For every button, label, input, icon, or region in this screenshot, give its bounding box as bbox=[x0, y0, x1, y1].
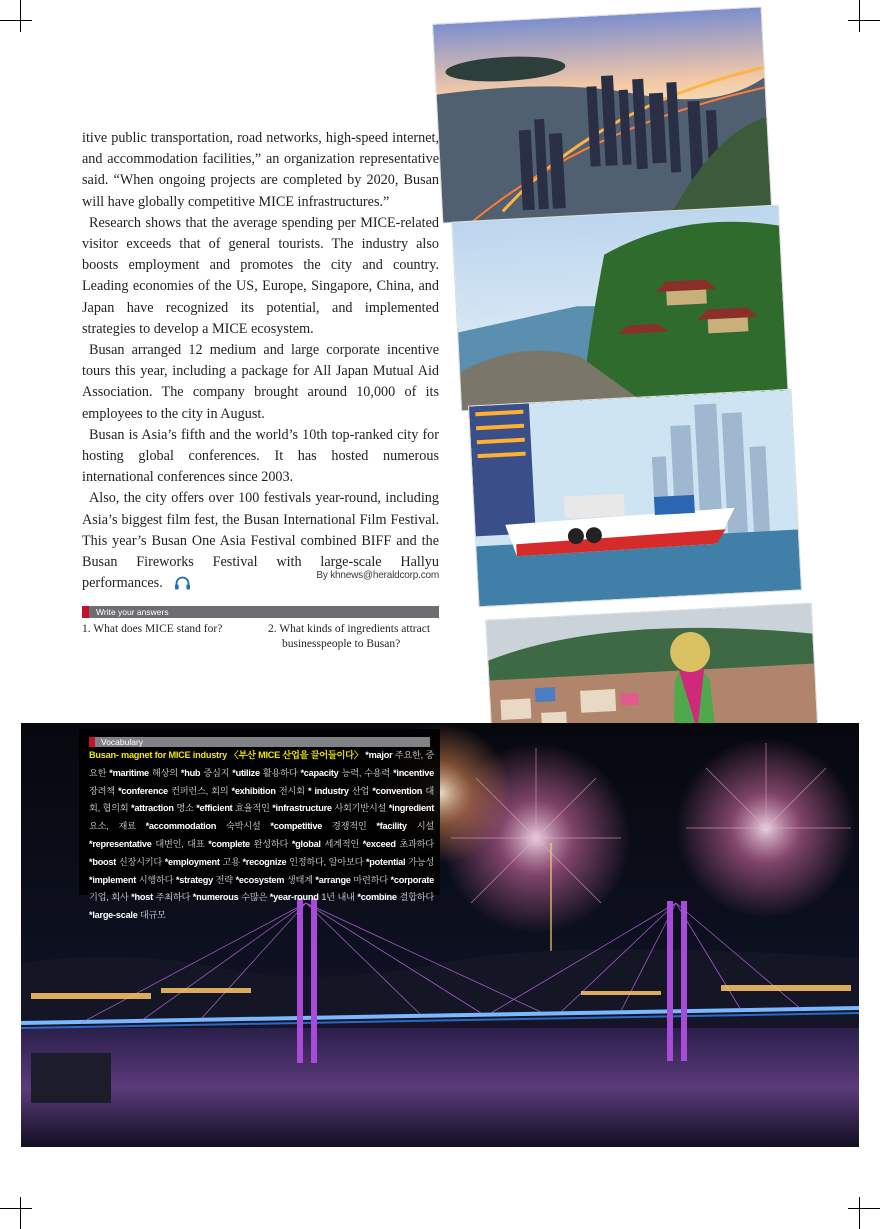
vocab-word: *potential bbox=[365, 856, 406, 867]
article-paragraph: Busan arranged 12 medium and large corporate incentive tours this year, including a package for All Japan Mutual Aid Association. The company brought around 10,000 of its employees to the city in August. bbox=[82, 342, 439, 422]
vocab-meaning: 생태계 bbox=[286, 874, 313, 885]
vocabulary-box bbox=[79, 729, 440, 921]
vocab-word: *complete bbox=[208, 838, 250, 849]
vocab-meaning: 시행하다 bbox=[138, 874, 174, 885]
vocab-word: *numerous bbox=[192, 892, 239, 903]
vocab-word: *efficient bbox=[196, 803, 233, 814]
accent-tick bbox=[82, 606, 89, 618]
vocab-word: *combine bbox=[357, 892, 397, 903]
crop-mark bbox=[20, 0, 21, 32]
vocab-word: *host bbox=[131, 892, 153, 903]
vocab-word: *maritime bbox=[109, 767, 149, 778]
vocab-word: *utilize bbox=[232, 767, 260, 778]
vocab-meaning: 수많은 bbox=[241, 892, 268, 903]
vocab-meaning: 1년 내내 bbox=[321, 892, 355, 903]
article-paragraph bbox=[82, 488, 439, 597]
question-2-line-1: 2. What kinds of ingredients attract bbox=[268, 623, 431, 635]
article-paragraph-text: Also, the city offers over 100 festivals year-round, including Asia’s biggest film fest, the Busan International Film Festival. This year’s Busan One Asia Festival combined BIFF and the Busan Fireworks Festival with large-scale Hallyu performances. bbox=[82, 490, 439, 592]
vocab-word: *exhibition bbox=[231, 785, 276, 796]
accent-tick bbox=[89, 737, 95, 747]
vocab-meaning: 요소, 재료 bbox=[89, 821, 136, 832]
vocab-meaning: 초과하다 bbox=[399, 838, 434, 849]
answers-header-bar bbox=[82, 606, 439, 618]
vocabulary-list bbox=[89, 747, 434, 925]
vocab-word: *attraction bbox=[131, 803, 174, 814]
vocab-word: *implement bbox=[89, 874, 137, 885]
vocabulary-header: Vocabulary bbox=[101, 737, 144, 747]
vocab-meaning: 전략 bbox=[215, 874, 233, 885]
headphones-icon[interactable] bbox=[167, 576, 191, 597]
vocab-meaning: 효율적인 bbox=[235, 803, 270, 814]
vocab-meaning: 신장시키다 bbox=[118, 856, 162, 867]
vocab-word: *convention bbox=[372, 785, 423, 796]
vocab-meaning: 컨퍼런스, 회의 bbox=[171, 785, 229, 796]
vocab-word: *capacity bbox=[300, 767, 339, 778]
vocab-meaning: 주최하다 bbox=[155, 892, 191, 903]
vocab-meaning: 전시회 bbox=[278, 785, 305, 796]
vocab-word: * industry bbox=[307, 785, 349, 796]
vocab-word: *employment bbox=[164, 856, 220, 867]
vocab-word: *boost bbox=[89, 856, 117, 867]
vocab-word: *competitive bbox=[270, 821, 323, 832]
vocab-meaning: 사회기반시설 bbox=[334, 803, 387, 814]
crop-mark bbox=[0, 1208, 32, 1209]
article-paragraph: Research shows that the average spending per MICE-related visitor exceeds that of general tourists. The industry also boosts employment and promotes the city and country. Leading economies of the US, Europe, Singapore, China, and Japan have recognized its potential, and implemented strategies to develop a MICE ecosystem. bbox=[82, 214, 439, 337]
vocab-meaning: 활용하다 bbox=[262, 767, 298, 778]
vocab-meaning: 시설 bbox=[416, 821, 434, 832]
article-paragraph: Busan is Asia’s fifth and the world’s 10th top-ranked city for hosting global conferences. It has hosted numerous international conferences since 2003. bbox=[82, 426, 439, 486]
vocab-word: *arrange bbox=[315, 874, 351, 885]
vocab-meaning: 장려책 bbox=[89, 785, 115, 796]
vocab-meaning: 완성하다 bbox=[253, 838, 289, 849]
vocab-meaning: 대규모 bbox=[139, 910, 166, 921]
article-paragraph: itive public transportation, road networks, high-speed internet, and accommodation facilities,” an organization representative said. “When ongoing projects are completed by 2020, Busan will have globally competitive MICE infrastructures.” bbox=[82, 130, 439, 210]
vocab-word: *facility bbox=[376, 821, 407, 832]
crop-mark bbox=[20, 1197, 21, 1229]
vocab-word: *global bbox=[291, 838, 321, 849]
vocab-meaning: 대회, 협의회 bbox=[89, 785, 434, 814]
vocab-word: *hub bbox=[180, 767, 201, 778]
vocab-meaning: 경쟁적인 bbox=[331, 821, 367, 832]
crop-mark bbox=[848, 1208, 880, 1209]
crop-mark bbox=[859, 0, 860, 32]
vocab-word: *representative bbox=[89, 838, 152, 849]
vocab-meaning: 산업 bbox=[351, 785, 370, 796]
vocab-meaning: 마련하다 bbox=[353, 874, 388, 885]
vocab-word: *ingredient bbox=[388, 803, 435, 814]
question-2-line-2: businesspeople to Busan? bbox=[282, 638, 401, 650]
vocab-word: *corporate bbox=[390, 874, 434, 885]
vocab-meaning: 명소 bbox=[176, 803, 194, 814]
photo-seaside-temple bbox=[452, 206, 787, 411]
vocab-word: *exceed bbox=[362, 838, 396, 849]
vocab-meaning: 중심지 bbox=[203, 767, 230, 778]
vocab-word: *strategy bbox=[175, 874, 213, 885]
vocab-meaning: 주요한, 중요한 bbox=[89, 750, 434, 778]
vocab-meaning: 숙박시설 bbox=[226, 821, 261, 832]
vocab-word: *ecosystem bbox=[235, 874, 285, 885]
vocab-meaning: 능력, 수용력 bbox=[341, 767, 391, 778]
vocab-word: *conference bbox=[118, 785, 168, 796]
vocab-meaning: 인정하다, 알아보다 bbox=[289, 856, 364, 867]
crop-mark bbox=[848, 20, 880, 21]
vocab-word: *recognize bbox=[242, 856, 287, 867]
photo-busan-skyline bbox=[433, 8, 771, 223]
vocab-word: *accommodation bbox=[145, 821, 217, 832]
answers-header: Write your answers bbox=[96, 607, 169, 617]
vocab-meaning: 가능성 bbox=[408, 856, 434, 867]
vocabulary-title: Busan- magnet for MICE industry 〈부산 MICE 산업을 끌어들이다〉 bbox=[89, 750, 363, 760]
vocab-meaning: 세계적인 bbox=[324, 838, 359, 849]
article-body bbox=[82, 128, 439, 597]
crop-mark bbox=[859, 1197, 860, 1229]
vocab-meaning: 기업, 회사 bbox=[89, 892, 129, 903]
vocab-word: *large-scale bbox=[89, 910, 138, 921]
question-1: 1. What does MICE stand for? bbox=[82, 623, 223, 635]
vocab-word: *major bbox=[365, 750, 393, 760]
vocab-meaning: 고용 bbox=[222, 856, 240, 867]
vocabulary-header-bar bbox=[89, 737, 430, 747]
vocab-meaning: 결합하다 bbox=[399, 892, 434, 903]
vocab-word: *year-round bbox=[269, 892, 319, 903]
vocab-word: *infrastructure bbox=[272, 803, 332, 814]
vocab-meaning: 대변인, 대표 bbox=[155, 838, 205, 849]
vocab-meaning: 해상의 bbox=[151, 767, 178, 778]
crop-mark bbox=[0, 20, 32, 21]
vocab-word: *incentive bbox=[393, 767, 434, 778]
photo-harbor-boats bbox=[469, 390, 801, 607]
byline: By khnews@heraldcorp.com bbox=[316, 570, 439, 581]
